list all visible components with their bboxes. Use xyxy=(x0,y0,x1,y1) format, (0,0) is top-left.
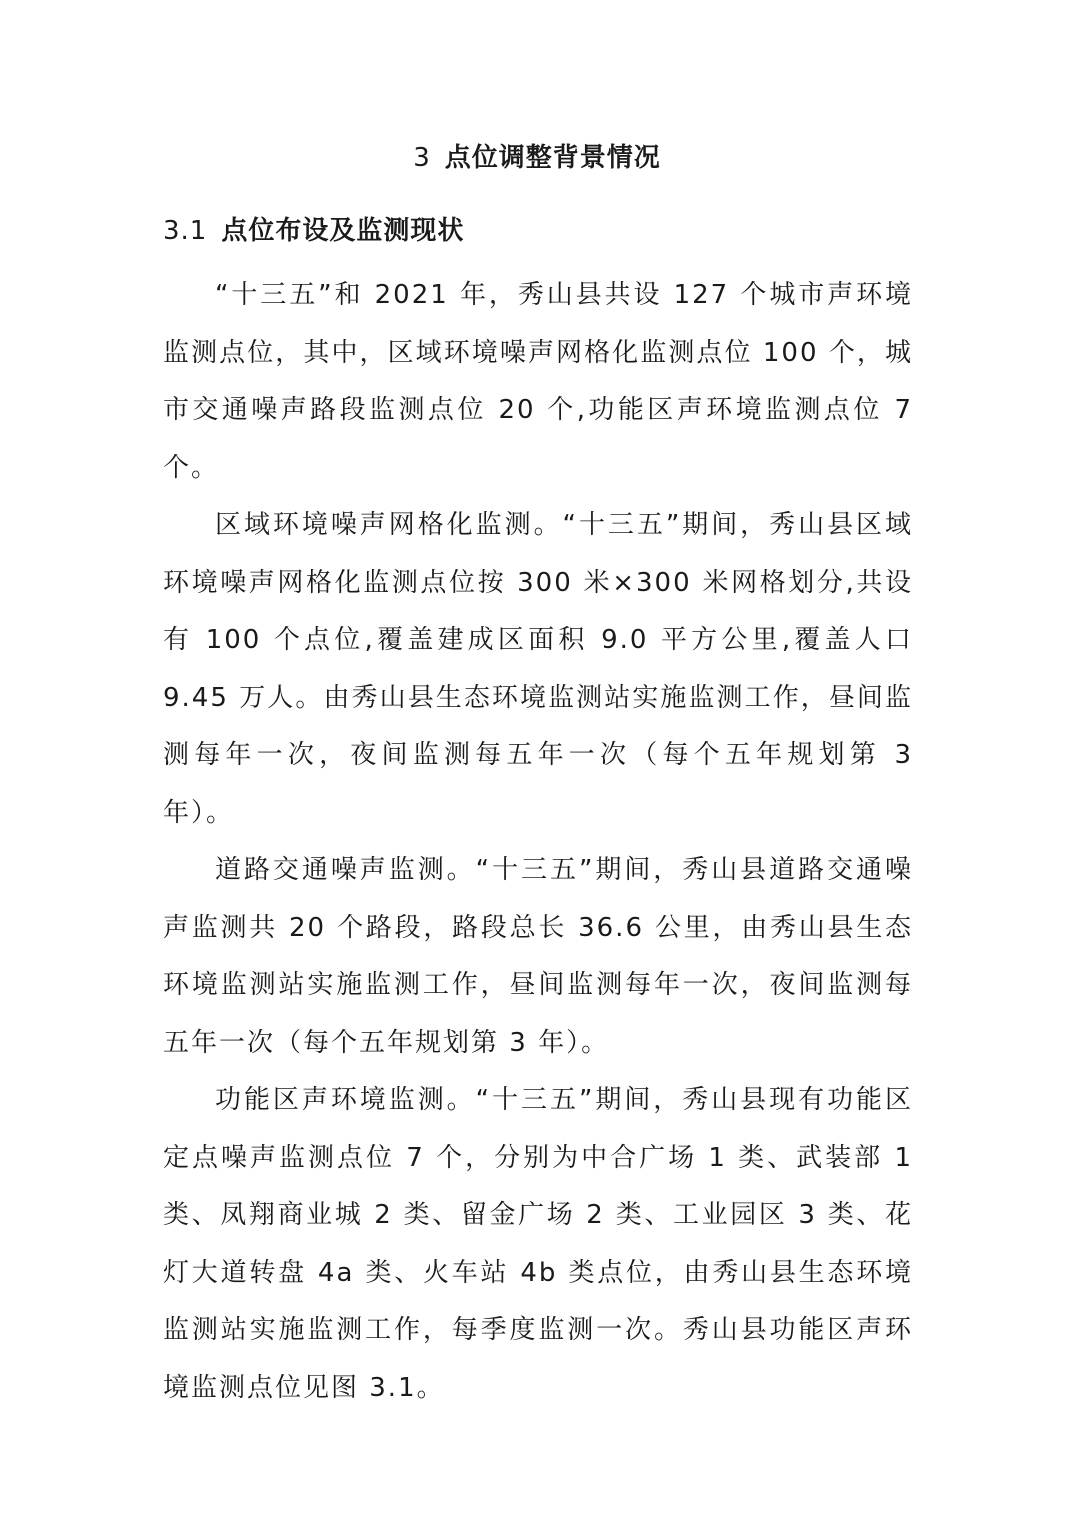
chapter-number: 3 xyxy=(413,143,431,173)
paragraph-regional-noise: 区域环境噪声网格化监测。“十三五”期间，秀山县区域环境噪声网格化监测点位按 300 米×300 米网格划分,共设有 100 个点位,覆盖建成区面积 9.0 平方公里,覆盖人口 9.45 万人。由秀山县生态环境监测站实施监测工作，昼间监测每年一次，夜间监测每五年一次（每个五年规划第 3 年）。 xyxy=(163,510,913,828)
paragraph-overview: “十三五”和 2021 年，秀山县共设 127 个城市声环境监测点位，其中，区域环境噪声网格化监测点位 100 个，城市交通噪声路段监测点位 20 个,功能区声环境监测点位 7 个。 xyxy=(163,280,913,483)
chapter-title xyxy=(0,138,1074,178)
section-heading xyxy=(163,211,464,251)
chapter-title-text: 点位调整背景情况 xyxy=(444,143,661,173)
paragraph-functional-zone: 功能区声环境监测。“十三五”期间，秀山县现有功能区定点噪声监测点位 7 个，分别为中合广场 1 类、武装部 1 类、凤翔商业城 2 类、留金广场 2 类、工业园区 3 类、花灯大道转盘 4a 类、火车站 4b 类点位，由秀山县生态环境监测站实施监测工作，每季度监测一次。秀山县功能区声环境监测点位见图 3.1。 xyxy=(163,1085,913,1403)
paragraph-traffic-noise: 道路交通噪声监测。“十三五”期间，秀山县道路交通噪声监测共 20 个路段，路段总长 36.6 公里，由秀山县生态环境监测站实施监测工作，昼间监测每年一次，夜间监测每五年一次（每个五年规划第 3 年）。 xyxy=(163,855,913,1058)
section-number: 3.1 xyxy=(163,216,208,246)
body-text xyxy=(163,267,913,1417)
section-title-text: 点位布设及监测现状 xyxy=(221,216,465,246)
